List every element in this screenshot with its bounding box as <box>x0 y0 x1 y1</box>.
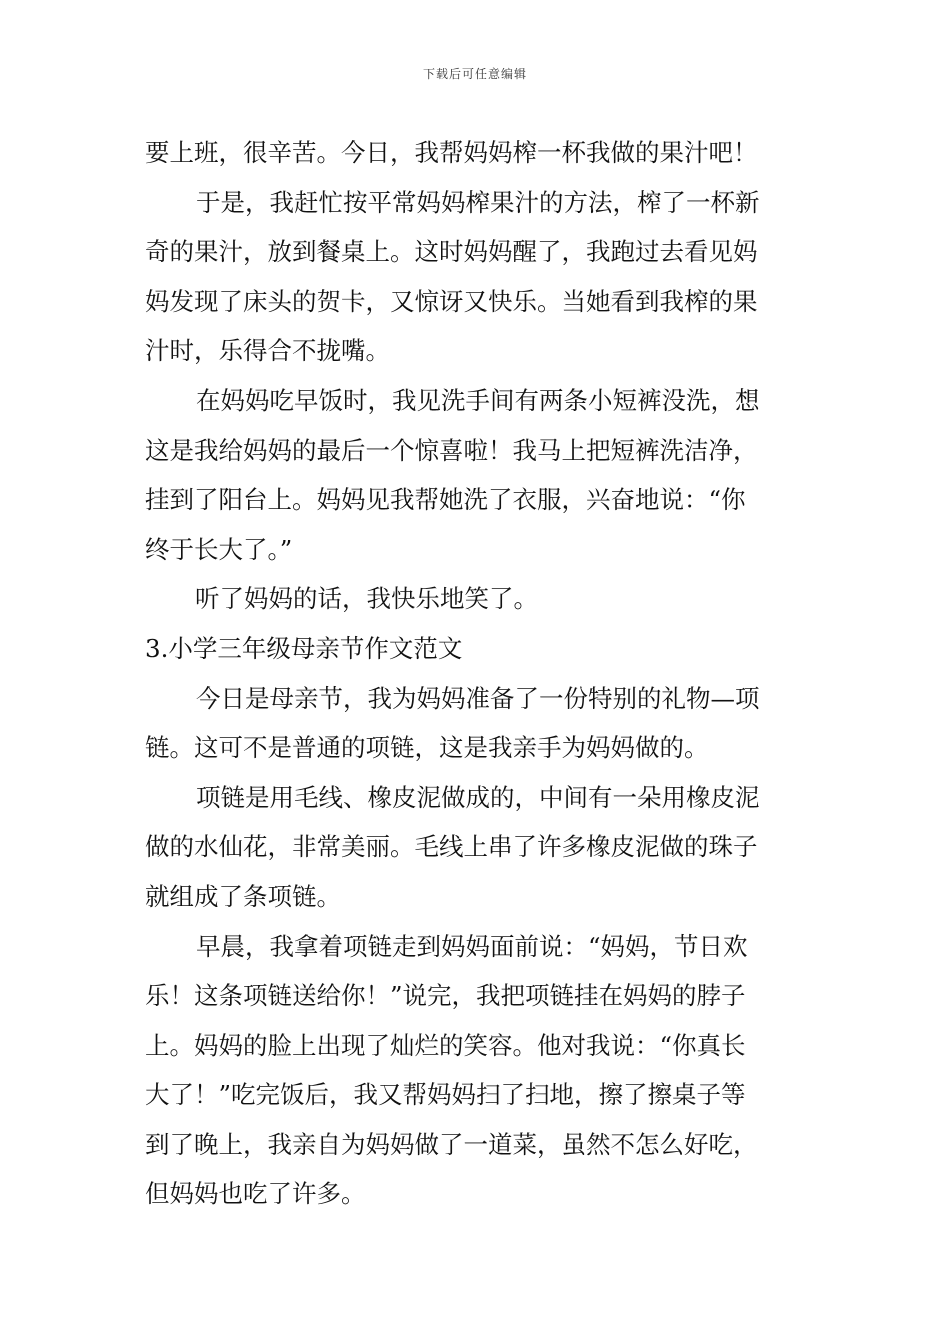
text-line: 但妈妈也吃了许多。 <box>145 1179 366 1209</box>
text-line: 妈发现了床头的贺卡，又惊讶又快乐。当她看到我榨的果 <box>145 286 758 316</box>
text-line: 到了晚上，我亲自为妈妈做了一道菜，虽然不怎么好吃， <box>145 1129 758 1159</box>
text-line: 早晨，我拿着项链走到妈妈面前说：“妈妈，节日欢 <box>196 931 748 961</box>
text-line: 汁时，乐得合不拢嘴。 <box>145 336 390 366</box>
document-body <box>145 128 810 1219</box>
text-line: 要上班，很辛苦。今日，我帮妈妈榨一杯我做的果汁吧！ <box>145 138 758 167</box>
text-line: 这是我给妈妈的最后一个惊喜啦！我马上把短裤洗洁净， <box>145 435 758 465</box>
text-line: 于是，我赶忙按平常妈妈榨果汁的方法，榨了一杯新 <box>196 187 760 217</box>
text-line: 项链是用毛线、橡皮泥做成的，中间有一朵用橡皮泥 <box>196 782 760 812</box>
text-line: 在妈妈吃早饭时，我见洗手间有两条小短裤没洗，想 <box>196 385 760 415</box>
text-line: 乐！这条项链送给你！”说完，我把项链挂在妈妈的脖子 <box>145 981 746 1011</box>
text-line: 终于长大了。” <box>145 534 293 564</box>
text-line: 挂到了阳台上。妈妈见我帮她洗了衣服，兴奋地说：“你 <box>145 485 746 515</box>
download-note: 下载后可任意编辑 <box>422 67 527 81</box>
text-line: 就组成了条项链。 <box>145 881 341 911</box>
text-line: 奇的果汁，放到餐桌上。这时妈妈醒了，我跑过去看见妈 <box>145 237 758 267</box>
text-line: 做的水仙花，非常美丽。毛线上串了许多橡皮泥做的珠子 <box>145 832 758 862</box>
text-line: 今日是母亲节，我为妈妈准备了一份特别的礼物—项 <box>196 683 760 713</box>
text-line: 链。这可不是普通的项链，这是我亲手为妈妈做的。 <box>145 733 709 763</box>
text-line: 大了！”吃完饭后，我又帮妈妈扫了扫地，擦了擦桌子等 <box>145 1080 746 1110</box>
text-line: 上。妈妈的脸上出现了灿烂的笑容。他对我说：“你真长 <box>145 1030 746 1060</box>
text-line: 听了妈妈的话，我快乐地笑了。 <box>195 584 538 614</box>
section-heading: 3.小学三年级母亲节作文范文 <box>145 633 463 663</box>
